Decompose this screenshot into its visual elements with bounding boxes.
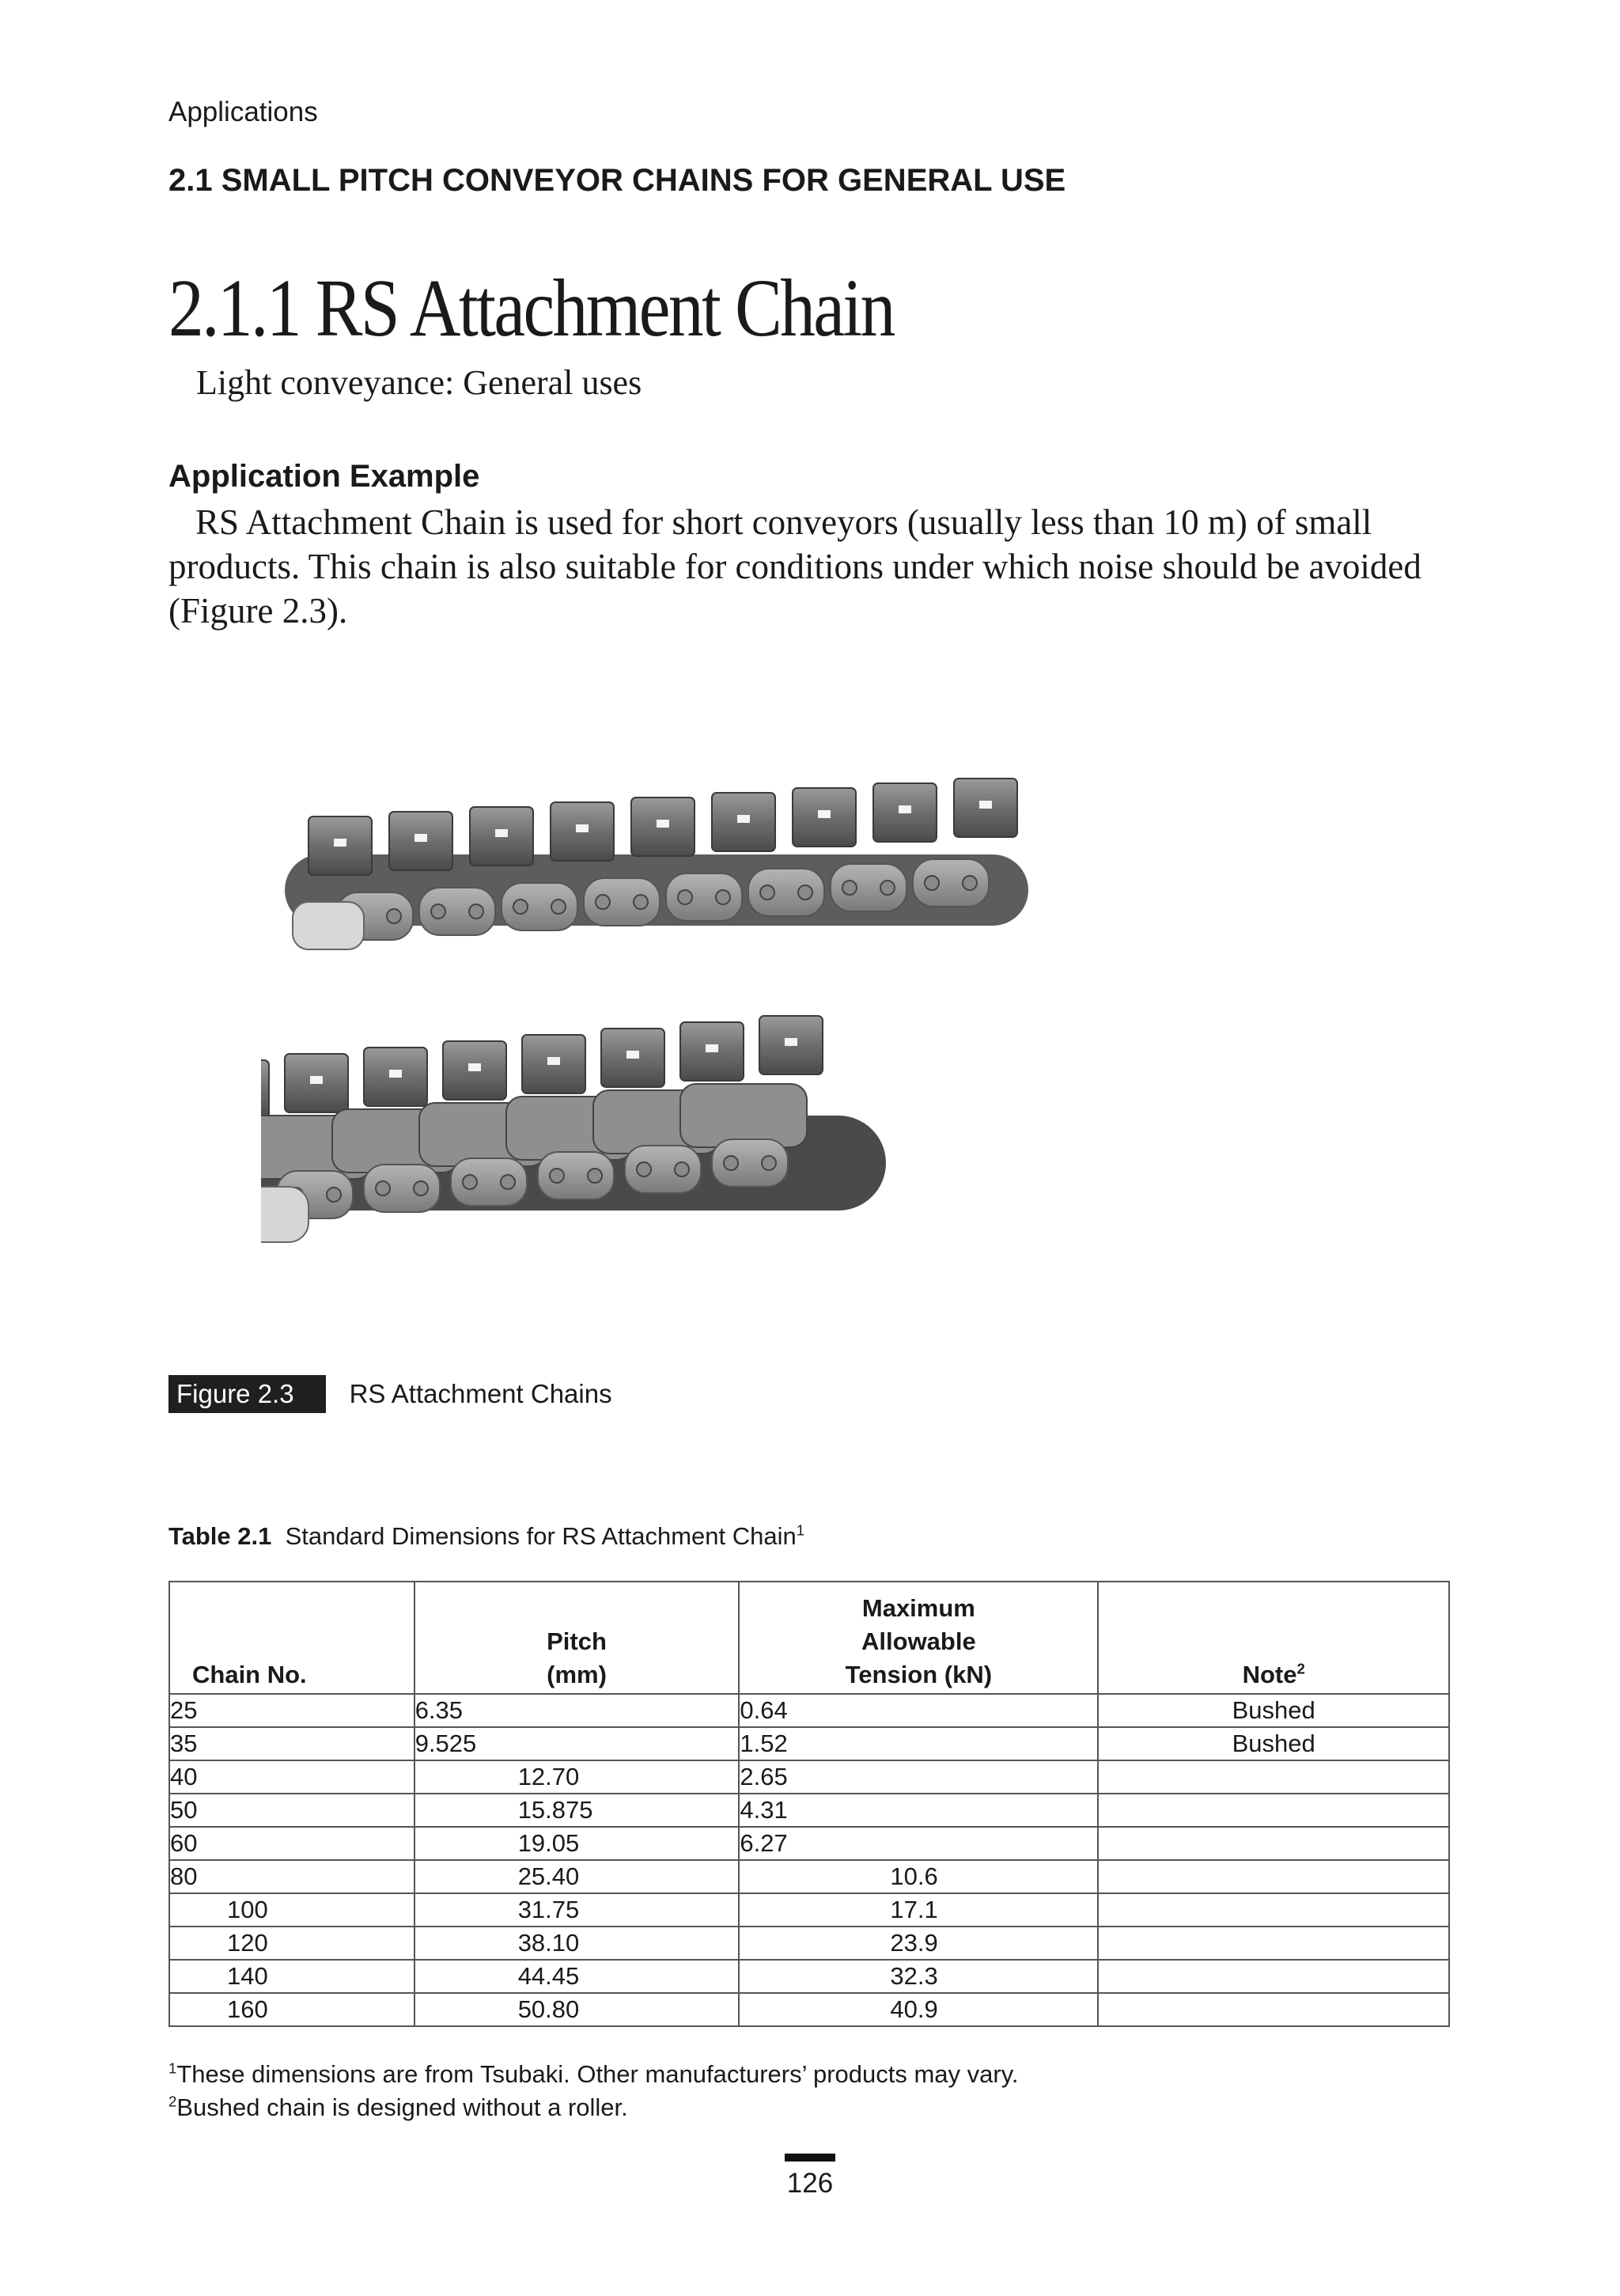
figure-caption [168,1375,612,1413]
table-caption-text: Standard Dimensions for RS Attachment Chain [285,1522,797,1550]
table-row: 40 12.70 2.65 [169,1760,1449,1794]
table-caption-footnote-mark: 1 [796,1521,805,1539]
page-subtitle: Light conveyance: General uses [196,363,642,402]
page-number: 126 [786,2168,834,2199]
footnote-2: $^2$Bushed chain is designed without a roller. [168,2093,628,2121]
table-row: 25 6.35 0.64 Bushed [169,1694,1449,1727]
table-row: 120 38.10 23.9 [169,1927,1449,1960]
table-row: 60 19.05 6.27 [169,1827,1449,1860]
table-label: Table 2.1 [168,1522,272,1550]
page-number-bar [785,2154,835,2161]
running-head: Applications [168,97,318,127]
table-row: 140 44.45 32.3 [169,1960,1449,1993]
table-header-row [169,1582,1449,1694]
example-paragraph [168,500,1450,633]
table-row: 50 15.875 4.31 [169,1794,1449,1827]
section-heading: 2.1 SMALL PITCH CONVEYOR CHAINS FOR GENERAL USE [168,163,1066,198]
footnote-1: $^1$These dimensions are from Tsubaki. Other manufacturers’ products may vary. [168,2059,1019,2088]
header-note: Note$^2$ [1098,1582,1449,1694]
header-tension: Maximum Allowable Tension (kN) [739,1582,1098,1694]
header-pitch: Pitch (mm) [414,1582,740,1694]
figure-label: Figure 2.3 [168,1375,326,1413]
chain-photo [261,744,1305,1282]
table-row: 80 25.40 10.6 [169,1860,1449,1893]
upper-chain-image [285,779,1028,949]
example-heading: Application Example [168,459,480,494]
table-row: 160 50.80 40.9 [169,1993,1449,2026]
dimensions-table [168,1581,1450,2027]
header-chain-no: Chain No. [169,1582,414,1694]
lower-chain-image [261,1016,886,1242]
table-caption [168,1522,804,1551]
table-row: 35 9.525 1.52 Bushed [169,1727,1449,1760]
figure-caption-text: RS Attachment Chains [349,1379,612,1408]
table-row: 100 31.75 17.1 [169,1893,1449,1927]
example-text: RS Attachment Chain is used for short conveyors (usually less than 10 m) of small products. This chain is also suitable for conditions under which noise should be avoided (Figure 2.3). [168,502,1421,631]
page-title: 2.1.1 RS Attachment Chain [168,263,894,354]
